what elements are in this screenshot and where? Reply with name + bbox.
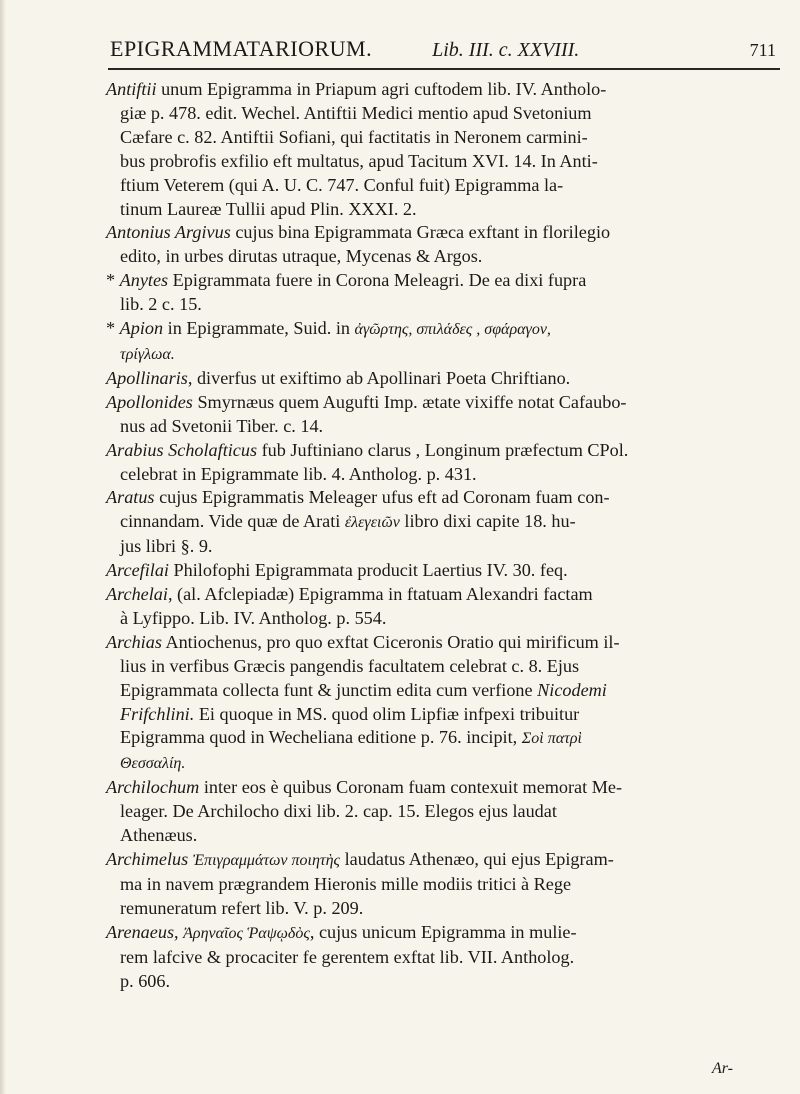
greek-text: ἀγῶρτης, σπιλάδες , σφάραγον, <box>354 321 551 339</box>
entry-text: , cujus unicum Epigramma in mulie- <box>309 921 577 942</box>
entry-text: Epigrammata fuere in Corona Meleagri. De ea dixi fupra <box>168 270 587 291</box>
page-edge-shadow <box>0 0 6 1094</box>
dictionary-entry <box>106 221 778 269</box>
entry-line <box>120 727 582 747</box>
entry-line <box>106 270 586 290</box>
dictionary-entry <box>106 776 778 848</box>
entry-line <box>120 175 563 195</box>
entry-headword: Archimelus <box>106 849 189 869</box>
entry-headword: Apollonides <box>106 391 193 412</box>
entry-text: lib. 2 c. 15. <box>120 294 202 315</box>
greek-text: Ἐπιγραμμάτων ποιητὴς <box>192 852 341 869</box>
entry-text: fub Juftiniano clarus , Longinum præfectum CPol. <box>257 439 629 460</box>
dictionary-entry <box>106 486 778 559</box>
entry-text: jus libri §. 9. <box>120 536 213 557</box>
entry-text: Philofophi Epigrammata producit Laertius IV. 30. feq. <box>168 560 568 581</box>
entry-line <box>120 511 576 531</box>
entry-text: Smyrnæus quem Augufti Imp. ætate vixiffe notat Cafaubo- <box>192 391 627 412</box>
entry-headword: Archelai <box>106 584 168 605</box>
entry-text: ma in navem prægrandem Hieronis mille modiis tritici à Rege <box>120 873 572 894</box>
section-reference: Lib. III. c. XXVIII. <box>432 39 580 61</box>
entry-text: giæ p. 478. edit. Wechel. Antiftii Medici mentio apud Svetonium <box>120 102 592 123</box>
entry-text: cujus bina Epigrammata Græca exftant in florilegio <box>230 222 611 243</box>
entry-text: , <box>174 921 184 942</box>
entry-headword: Apion <box>119 318 164 339</box>
entry-text: Epigrammata collecta funt & junctim edita cum verfione <box>120 679 538 700</box>
catchword: Ar- <box>712 1060 734 1077</box>
entry-line <box>106 222 610 242</box>
entry-text: inter eos è quibus Coronam fuam contexuit memorat Me- <box>199 777 623 798</box>
entry-headword: Antonius Argivus <box>106 222 231 243</box>
greek-text: Σοὶ πατρὶ <box>521 730 582 748</box>
entry-line <box>120 947 574 967</box>
running-header <box>110 36 780 62</box>
entry-line <box>120 416 323 436</box>
page-number: 711 <box>749 40 776 60</box>
entry-headword: Aratus <box>106 487 155 508</box>
entry-text: * <box>106 318 120 339</box>
entry-headword: Anytes <box>119 270 169 291</box>
entry-text: Athenæus. <box>120 825 198 846</box>
entry-headword: Archilochum <box>106 777 200 798</box>
entry-headword: Arabius Scholafticus <box>106 439 258 460</box>
dictionary-entry <box>106 559 778 583</box>
entry-line <box>120 971 170 991</box>
entry-line <box>120 874 571 894</box>
entry-line <box>120 127 588 147</box>
entry-line <box>120 151 598 171</box>
entry-line <box>106 392 626 412</box>
entry-line <box>120 825 197 845</box>
entry-line <box>120 536 212 556</box>
entry-headword: Arcefilai <box>106 560 169 581</box>
entry-line <box>106 632 620 652</box>
entry-line <box>106 584 593 604</box>
entry-text: lius in verfibus Græcis pangendis facultatem celebrat c. 8. Ejus <box>120 655 580 676</box>
header-rule <box>108 68 780 70</box>
entry-text: p. 606. <box>120 970 171 991</box>
entry-text: libro dixi capite 18. hu- <box>399 511 576 532</box>
entry-text: remuneratum refert lib. V. p. 209. <box>120 897 364 918</box>
entry-line <box>120 464 477 484</box>
entry-line <box>120 103 592 123</box>
entry-text: in Epigrammate, Suid. in <box>163 318 355 339</box>
entry-line <box>120 343 175 363</box>
entry-line <box>106 318 551 338</box>
entry-text: laudatus Athenæo, qui ejus Epigram- <box>340 849 614 869</box>
dictionary-entry <box>106 848 778 921</box>
entry-line <box>120 680 607 700</box>
dictionary-entry <box>106 269 778 317</box>
entry-text: rem lafcive & procaciter fe gerentem exftat lib. VII. Antholog. <box>120 946 575 967</box>
entry-text: ftium Veterem (qui A. U. C. 747. Conful fuit) Epigramma la- <box>120 174 564 195</box>
entry-line <box>106 560 568 580</box>
entry-headword: Apollinaris <box>106 367 188 388</box>
entry-text: edito, in urbes dirutas utraque, Mycenas & Argos. <box>120 246 483 267</box>
entry-line <box>120 294 202 314</box>
entry-headword: Antiftii <box>106 79 157 99</box>
dictionary-entry <box>106 583 778 631</box>
entry-line <box>106 368 570 388</box>
greek-text: ἐλεγειῶν <box>344 514 400 532</box>
dictionary-entry <box>106 921 778 994</box>
entry-text: Antiochenus, pro quo exftat Ciceronis Oratio qui mirificum il- <box>161 631 620 652</box>
entry-line <box>106 79 606 99</box>
entry-headword: Arenaeus <box>106 921 175 942</box>
entry-line <box>120 608 386 628</box>
entry-text: leager. De Archilocho dixi lib. 2. cap. 15. Elegos ejus laudat <box>120 801 557 822</box>
entry-line <box>120 704 579 724</box>
dictionary-entry <box>106 317 778 367</box>
entry-text: bus probrofis exfilio eft multatus, apud Tacitum XVI. 14. In Anti- <box>120 150 598 171</box>
entry-text: cujus Epigrammatis Meleager ufus eft ad Coronam fuam con- <box>154 487 610 508</box>
entry-text: , diverfus ut exiftimo ab Apollinari Poeta Chriftiano. <box>187 367 571 388</box>
dictionary-entry <box>106 367 778 391</box>
entry-line <box>106 922 577 942</box>
entry-line <box>106 440 628 460</box>
entry-text: , (al. Afclepiadæ) Epigramma in ftatuam Alexandri factam <box>167 584 593 605</box>
entry-text: nus ad Svetonii Tiber. c. 14. <box>120 415 324 436</box>
dictionary-entry <box>106 631 778 776</box>
entry-line <box>120 898 363 918</box>
entry-text: cinnandam. Vide quæ de Arati <box>120 511 345 532</box>
dictionary-entry <box>106 78 778 221</box>
entry-line <box>106 849 614 869</box>
entry-headword: Archias <box>106 631 162 652</box>
entry-text: Ei quoque in MS. quod olim Lipfiæ infpexi tribuitur <box>194 703 580 724</box>
greek-text: Θεσσαλίη. <box>120 755 186 773</box>
entry-text: Epigramma quod in Wecheliana editione p. 76. incipit, <box>120 727 522 748</box>
entry-text: celebrat in Epigrammate lib. 4. Antholog. p. 431. <box>120 463 477 484</box>
greek-text: Ἀρηναῖος Ῥαψῳδὸς <box>183 924 310 942</box>
entry-line <box>120 656 579 676</box>
entry-text: Frifchlini. <box>120 703 195 724</box>
entry-line <box>120 199 417 219</box>
entry-line <box>120 752 185 772</box>
dictionary-entry <box>106 391 778 439</box>
entry-line <box>120 246 482 266</box>
running-title: EPIGRAMMATARIORUM. <box>110 36 373 61</box>
entry-text: Cæfare c. 82. Antiftii Sofiani, qui factitatis in Neronem carmini- <box>120 126 588 147</box>
entry-list <box>106 78 778 993</box>
entry-text: Nicodemi <box>537 679 607 700</box>
entry-text: * <box>106 270 120 291</box>
dictionary-entry <box>106 439 778 487</box>
entry-line <box>106 777 622 797</box>
greek-text: τρίγλωα. <box>120 345 175 363</box>
entry-text: tinum Laureæ Tullii apud Plin. XXXI. 2. <box>120 198 417 219</box>
entry-line <box>120 801 557 821</box>
entry-text: unum Epigramma in Priapum agri cuftodem lib. IV. Antholo- <box>156 79 607 99</box>
entry-text: à Lyfippo. Lib. IV. Antholog. p. 554. <box>120 607 387 628</box>
entry-line <box>106 487 610 507</box>
